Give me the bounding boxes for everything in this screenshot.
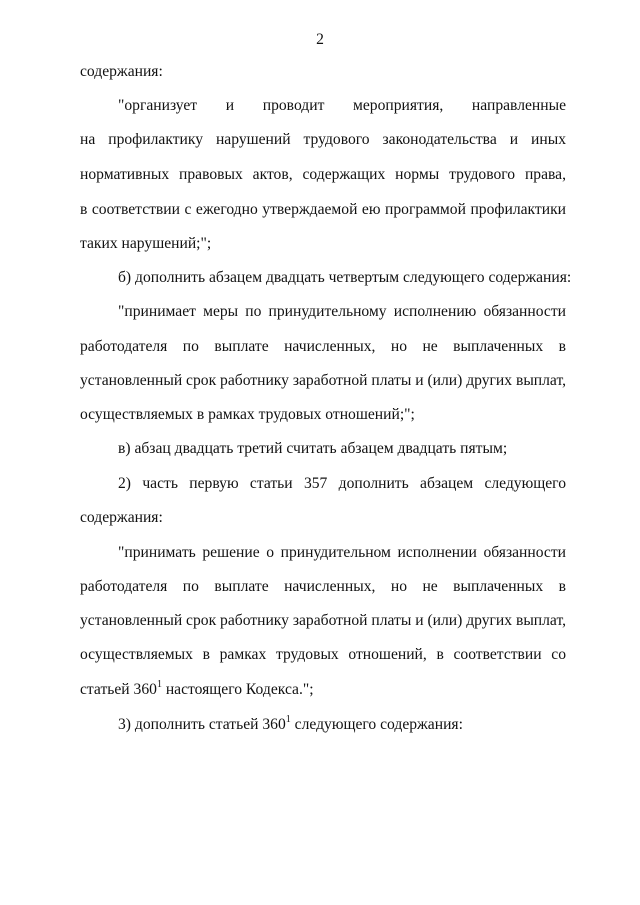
text-line: на профилактику нарушений трудового законодательства и иных — [80, 131, 566, 148]
text-line: установленный срок работнику заработной платы и (или) других выплат, — [80, 612, 566, 629]
text-line: содержания: — [80, 63, 163, 80]
page-number: 2 — [316, 31, 324, 48]
text-line: содержания: — [80, 509, 163, 526]
text-fragment: статьей 360 — [80, 681, 157, 698]
text-line: таких нарушений;"; — [80, 235, 212, 252]
text-fragment: 3) дополнить статьей 360 — [118, 716, 286, 733]
text-line: б) дополнить абзацем двадцать четвертым следующего содержания: — [118, 269, 572, 286]
text-fragment: следующего содержания: — [290, 716, 463, 733]
text-line — [118, 715, 566, 735]
text-line: 2) часть первую статьи 357 дополнить абзацем следующего — [118, 475, 566, 492]
text-line: "принимает меры по принудительному исполнению обязанности — [118, 303, 566, 320]
superscript: 1 — [285, 713, 291, 725]
text-line: нормативных правовых актов, содержащих нормы трудового права, — [80, 166, 566, 183]
text-line: "организует и проводит мероприятия, направленные — [118, 97, 566, 114]
text-line — [80, 680, 566, 700]
text-line: работодателя по выплате начисленных, но не выплаченных в — [80, 338, 566, 355]
text-line: в соответствии с ежегодно утверждаемой ею программой профилактики — [80, 201, 566, 218]
text-line: "принимать решение о принудительном исполнении обязанности — [118, 544, 566, 561]
text-line: осуществляемых в рамках трудовых отношений, в соответствии со — [80, 646, 566, 663]
text-line: в) абзац двадцать третий считать абзацем двадцать пятым; — [118, 440, 508, 457]
text-line: работодателя по выплате начисленных, но не выплаченных в — [80, 578, 566, 595]
text-fragment: настоящего Кодекса."; — [161, 681, 314, 698]
superscript: 1 — [156, 678, 162, 690]
text-line: установленный срок работнику заработной платы и (или) других выплат, — [80, 372, 566, 389]
text-line: осуществляемых в рамках трудовых отношений;"; — [80, 406, 415, 423]
